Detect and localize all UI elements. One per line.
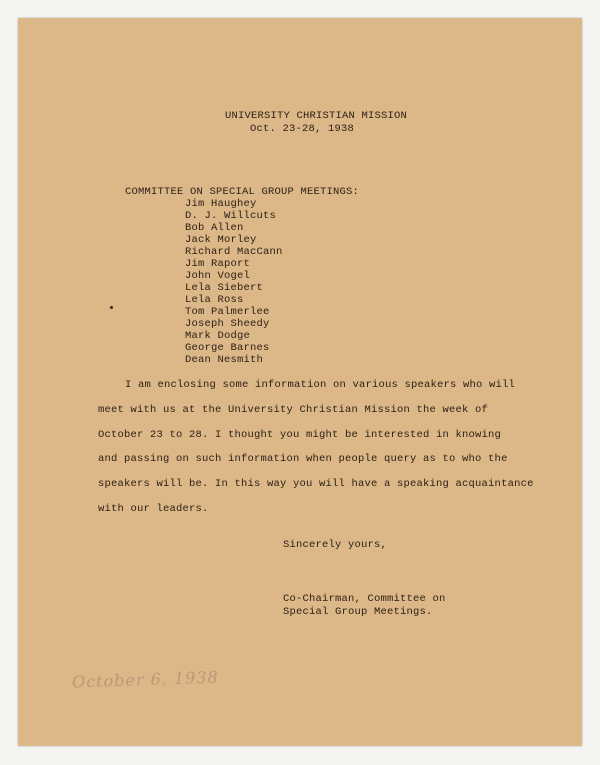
body-line: with our leaders. (98, 502, 209, 515)
committee-member: Tom Palmerlee (185, 306, 270, 318)
letter-body (98, 373, 534, 522)
body-line: speakers will be. In this way you will have a speaking acquaintance (98, 478, 534, 491)
committee-member: Joseph Sheedy (185, 318, 270, 330)
committee-member: Jim Raport (185, 258, 251, 270)
letter-title: UNIVERSITY CHRISTIAN MISSION (225, 110, 408, 122)
committee-member: Lela Ross (185, 294, 244, 306)
signature-title: Co-Chairman, Committee on (283, 593, 446, 605)
closing-salutation: Sincerely yours, (283, 539, 388, 551)
committee-member: Lela Siebert (185, 282, 264, 294)
ink-speck (110, 306, 113, 309)
committee-heading: COMMITTEE ON SPECIAL GROUP MEETINGS: (125, 186, 360, 198)
committee-member-list (185, 198, 283, 366)
signature-committee: Special Group Meetings. (283, 606, 433, 618)
body-line: meet with us at the University Christian Mission the week of (98, 403, 489, 416)
committee-member: George Barnes (185, 342, 270, 354)
committee-member: Bob Allen (185, 222, 244, 234)
committee-member: Jack Morley (185, 234, 257, 246)
committee-member: Richard MacCann (185, 246, 283, 258)
committee-member: John Vogel (185, 270, 251, 282)
body-line: October 23 to 28. I thought you might be interested in knowing (98, 428, 502, 441)
body-line: I am enclosing some information on various speakers who will (125, 379, 516, 391)
body-line: and passing on such information when people query as to who the (98, 453, 508, 466)
committee-member: Mark Dodge (185, 330, 251, 342)
committee-member: D. J. Willcuts (185, 210, 277, 222)
committee-member: Jim Haughey (185, 198, 257, 210)
handwritten-date: October 6, 1938 (71, 667, 219, 692)
letter-dates: Oct. 23-28, 1938 (250, 123, 355, 135)
committee-member: Dean Nesmith (185, 354, 264, 366)
